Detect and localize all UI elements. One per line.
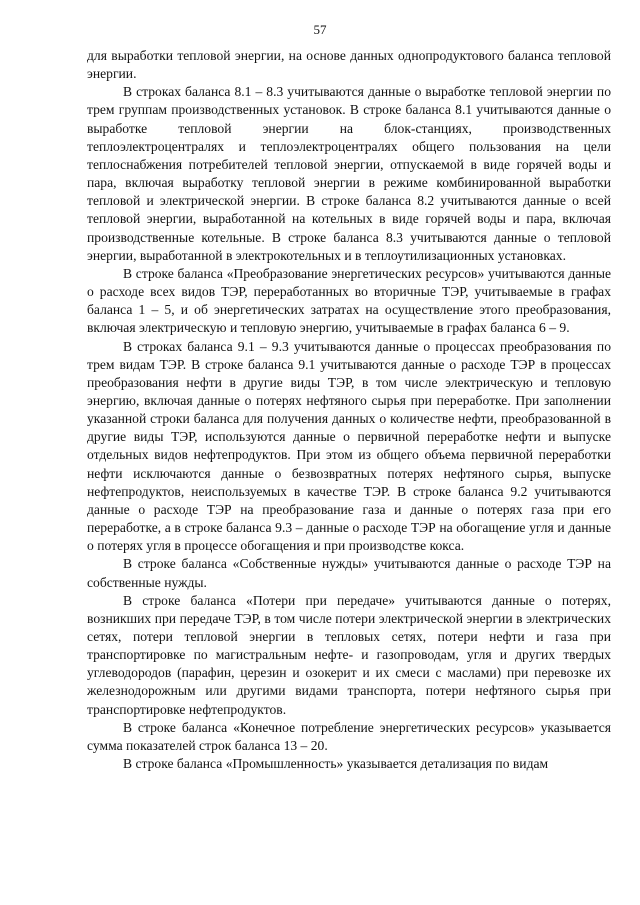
paragraph-industry: В строке баланса «Промышленность» указывается детализация по видам	[123, 756, 549, 772]
paragraph-rows-8-1-8-3: В строках баланса 8.1 – 8.3 учитываются данные о выработке тепловой энергии по трем группам производственных установок. В строке баланса 8.1 учитываются данные о выработке тепловой энергии на блок-станциях, производственных теплоэлектроцентралях и теплоэлектроцентралях общего пользования на цели теплоснабжения потребителей тепловой энергии, отпускаемой в виде горячей воды и пара, включая выработку тепловой энергии в режиме комбинированной выработки тепловой и электрической энергии. В строке баланса 8.2 учитываются данные о всей тепловой энергии, выработанной на котельных в виде горячей воды и пара, включая производственные котельные. В строке баланса 8.3 учитываются данные о тепловой энергии, выработанной в электрокотельных и в теплоутилизационных установках.	[87, 84, 611, 263]
paragraph-continuation: для выработки тепловой энергии, на основе данных однопродуктового баланса тепловой энергии.	[87, 48, 611, 82]
paragraph-own-needs: В строке баланса «Собственные нужды» учитываются данные о расходе ТЭР на собственные нужды.	[87, 556, 611, 590]
paragraph-transmission-losses: В строке баланса «Потери при передаче» учитываются данные о потерях, возникших при передаче ТЭР, в том числе потери электрической энергии в электрических сетях, потери тепловой энергии в тепловых сетях, потери нефти и газа при транспортировке по магистральным нефте- и газопроводам, угля и других твердых углеводородов (парафин, церезин и озокерит и их смеси с маслами) при перевозке их железнодорожным или другими видами транспорта, потери нефтяного сырья при транспортировке нефтепродуктов.	[87, 592, 611, 717]
paragraph-energy-conversion: В строке баланса «Преобразование энергетических ресурсов» учитываются данные о расходе всех видов ТЭР, переработанных во вторичные ТЭР, учитываемые в графах баланса 1 – 5, и об энергетических затратах на осуществление этого преобразования, включая электрическую и тепловую энергию, учитываемые в графах баланса 6 – 9.	[87, 265, 611, 336]
document-body	[87, 47, 611, 773]
page-number: 57	[313, 22, 327, 37]
paragraph-rows-9-1-9-3: В строках баланса 9.1 – 9.3 учитываются данные о процессах преобразования по трем видам ТЭР. В строке баланса 9.1 учитываются данные о расходе ТЭР в процессах преобразования нефти в другие виды ТЭР, в том числе электрическую и тепловую энергию, включая данные о потерях нефтяного сырья при переработке. При заполнении указанной строки баланса для получения данных о количестве нефти, преобразованной в другие виды ТЭР, используются данные о первичной переработке нефти и выпуске отдельных видов нефтепродуктов. При этом из общего объема первичной переработки нефти исключаются данные о безвозвратных потерях нефтяного сырья, выпуске нефтепродуктов, неиспользуемых в качестве ТЭР. В строке баланса 9.2 учитываются данные о расходе ТЭР на преобразование газа и данные о потерях газа при его переработке, а в строке баланса 9.3 – данные о расходе ТЭР на обогащение угля и данные о потерях угля в процессе обогащения и при производстве кокса.	[87, 338, 611, 554]
paragraph-final-consumption: В строке баланса «Конечное потребление энергетических ресурсов» указывается сумма показателей строк баланса 13 – 20.	[87, 719, 611, 753]
